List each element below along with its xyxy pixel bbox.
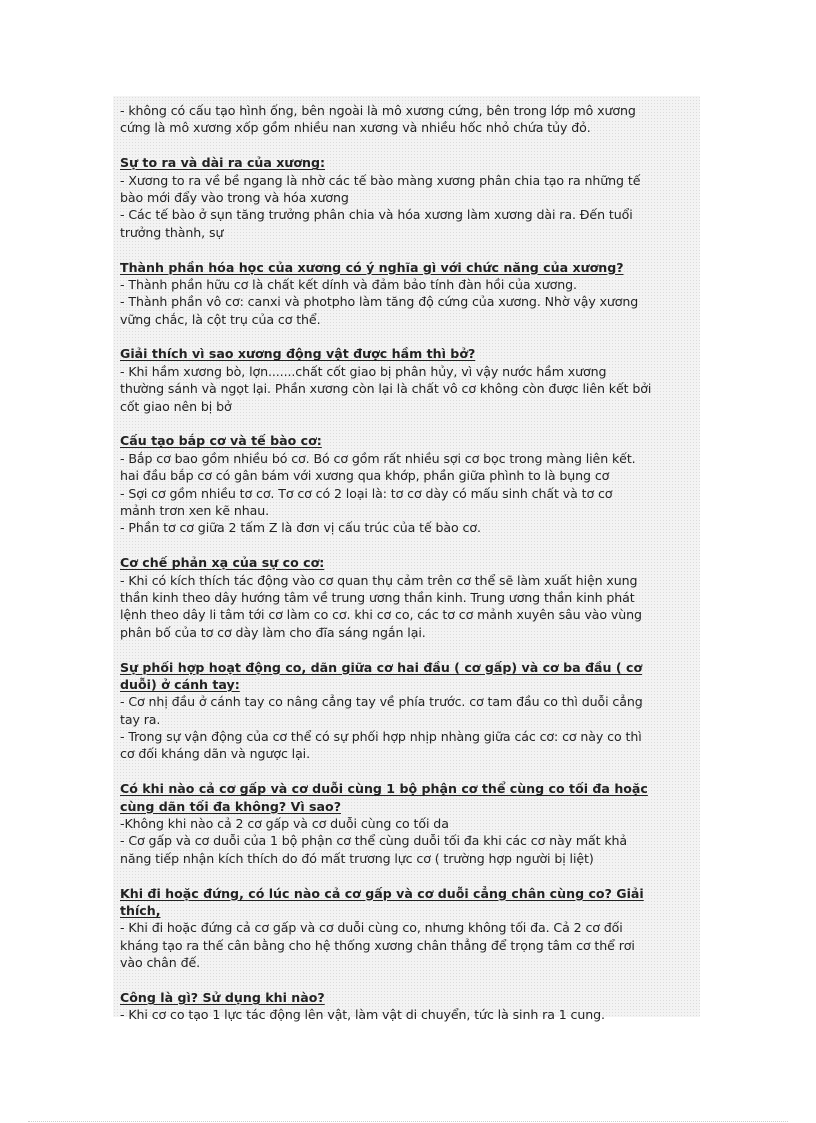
body-text-line: kháng tạo ra thế cân bằng cho hệ thống xương chân thẳng để trọng tâm cơ thể rơi xyxy=(120,937,635,953)
section-heading: Sự to ra và dài ra của xương: xyxy=(120,155,326,171)
section-heading: Cơ chế phản xạ của sự co cơ: xyxy=(120,555,325,571)
section-heading: Khi đi hoặc đứng, có lúc nào cả cơ gấp và cơ duỗi cẳng chân cùng co? Giải xyxy=(120,885,644,901)
body-text-line: - Khi có kích thích tác động vào cơ quan thụ cảm trên cơ thể sẽ làm xuất hiện xung xyxy=(120,572,638,588)
section xyxy=(120,154,695,241)
section-heading: Sự phối hợp hoạt động co, dãn giữa cơ hai đầu ( cơ gấp) và cơ ba đầu ( cơ xyxy=(120,659,643,675)
paragraph-spacer xyxy=(120,763,695,780)
body-text-line: - Trong sự vận động của cơ thể có sự phối hợp nhịp nhàng giữa các cơ: cơ này co thì xyxy=(120,729,642,745)
body-text-line: cơ đối kháng dãn và ngược lại. xyxy=(120,746,310,762)
body-text-line: - Phần tơ cơ giữa 2 tấm Z là đơn vị cấu trúc của tế bào cơ. xyxy=(120,520,481,536)
body-text-line: trưởng thành, sự xyxy=(120,224,224,240)
body-text-line: năng tiếp nhận kích thích do đó mất trương lực cơ ( trường hợp người bị liệt) xyxy=(120,850,594,866)
body-text-line: -Không khi nào cả 2 cơ gấp và cơ duỗi cùng co tối da xyxy=(120,816,449,832)
paragraph-spacer xyxy=(120,537,695,554)
body-text-line: cứng là mô xương xốp gồm nhiều nan xương và nhiều hốc nhỏ chứa tủy đỏ. xyxy=(120,120,591,136)
body-text-line: - Các tế bào ở sụn tăng trưởng phân chia và hóa xương làm xương dài ra. Đến tuổi xyxy=(120,207,633,223)
body-text-line: thần kinh theo dây hướng tâm về trung ương thần kinh. Trung ương thần kinh phát xyxy=(120,589,635,605)
body-text-line: - không có cấu tạo hình ống, bên ngoài là mô xương cứng, bên trong lớp mô xương xyxy=(120,103,636,118)
page-bottom-rule xyxy=(28,1121,788,1122)
document-page xyxy=(113,96,700,1023)
document-body xyxy=(120,102,695,1024)
body-text-line: - Khi cơ co tạo 1 lực tác động lên vật, làm vật di chuyển, tức là sinh ra 1 cung. xyxy=(120,1007,605,1023)
section xyxy=(120,554,695,641)
body-text-line: - Thành phần vô cơ: canxi và photpho làm tăng độ cứng của xương. Nhờ vậy xương xyxy=(120,294,639,310)
section xyxy=(120,259,695,329)
section-heading: Thành phần hóa học của xương có ý nghĩa gì với chức năng của xương? xyxy=(120,259,624,275)
section xyxy=(120,432,695,536)
section-heading: cùng dãn tối đa không? Vì sao? xyxy=(120,798,341,814)
body-text-line: lệnh theo dây li tâm tới cơ làm co cơ. khi cơ co, các tơ cơ mảnh xuyên sâu vào vùng xyxy=(120,607,642,623)
section-heading: duỗi) ở cánh tay: xyxy=(120,676,240,692)
section-heading: Có khi nào cả cơ gấp và cơ duỗi cùng 1 bộ phận cơ thể cùng co tối đa hoặc xyxy=(120,781,648,797)
body-text-line: - Bắp cơ bao gồm nhiều bó cơ. Bó cơ gồm rất nhiều sợi cơ bọc trong màng liên kết. xyxy=(120,450,636,466)
body-text-line: hai đầu bắp cơ có gân bám với xương qua khớp, phần giữa phình to là bụng cơ xyxy=(120,468,610,484)
section xyxy=(120,659,695,763)
section xyxy=(120,345,695,415)
body-text-line: thường sánh và ngọt lại. Phần xương còn lại là chất vô cơ không còn được liên kết bởi xyxy=(120,381,652,397)
body-text-line: - Cơ nhị đầu ở cánh tay co nâng cẳng tay về phía trước. cơ tam đầu co thì duỗi cẳng xyxy=(120,694,643,710)
section-heading: thích, xyxy=(120,902,161,918)
body-text-line: - Khi đi hoặc đứng cả cơ gấp và cơ duỗi cùng co, nhưng không tối đa. Cả 2 cơ đối xyxy=(120,920,623,936)
section xyxy=(120,780,695,867)
body-text-line: - Cơ gấp và cơ duỗi của 1 bộ phận cơ thể cùng duỗi tối đa khi các cơ này mất khả xyxy=(120,833,628,849)
paragraph-spacer xyxy=(120,328,695,345)
body-text-line: mảnh trơn xen kẽ nhau. xyxy=(120,502,270,518)
body-text-line: - Sợi cơ gồm nhiều tơ cơ. Tơ cơ có 2 loại là: tơ cơ dày có mấu sinh chất và tơ cơ xyxy=(120,485,613,501)
section xyxy=(120,885,695,972)
body-text-line: bào mới đẩy vào trong và hóa xương xyxy=(120,189,349,205)
section-heading: Cấu tạo bắp cơ và tế bào cơ: xyxy=(120,433,322,449)
paragraph-spacer xyxy=(120,972,695,989)
section-heading: Giải thích vì sao xương động vật được hầm thì bở? xyxy=(120,346,476,362)
body-text-line: vào chân đế. xyxy=(120,955,201,971)
paragraph-spacer xyxy=(120,241,695,258)
section xyxy=(120,989,695,1024)
body-text-line: tay ra. xyxy=(120,711,161,727)
body-text-line: - Khi hầm xương bò, lợn.......chất cốt giao bị phân hủy, vì vậy nước hầm xương xyxy=(120,363,607,379)
section-heading: Công là gì? Sử dụng khi nào? xyxy=(120,989,325,1005)
paragraph-spacer xyxy=(120,867,695,884)
body-text-line: - Thành phần hữu cơ là chất kết dính và đảm bảo tính đàn hồi của xương. xyxy=(120,276,577,292)
body-text-line: cốt giao nên bị bở xyxy=(120,398,232,414)
paragraph-spacer xyxy=(120,137,695,154)
body-text-line: phân bố của tơ cơ dày làm cho đĩa sáng ngắn lại. xyxy=(120,624,426,640)
body-text-line: - Xương to ra về bề ngang là nhờ các tế bào màng xương phân chia tạo ra những tế xyxy=(120,172,641,188)
body-text-line: vững chắc, là cột trụ của cơ thể. xyxy=(120,311,321,327)
paragraph-spacer xyxy=(120,415,695,432)
section xyxy=(120,102,695,137)
paragraph-spacer xyxy=(120,641,695,658)
